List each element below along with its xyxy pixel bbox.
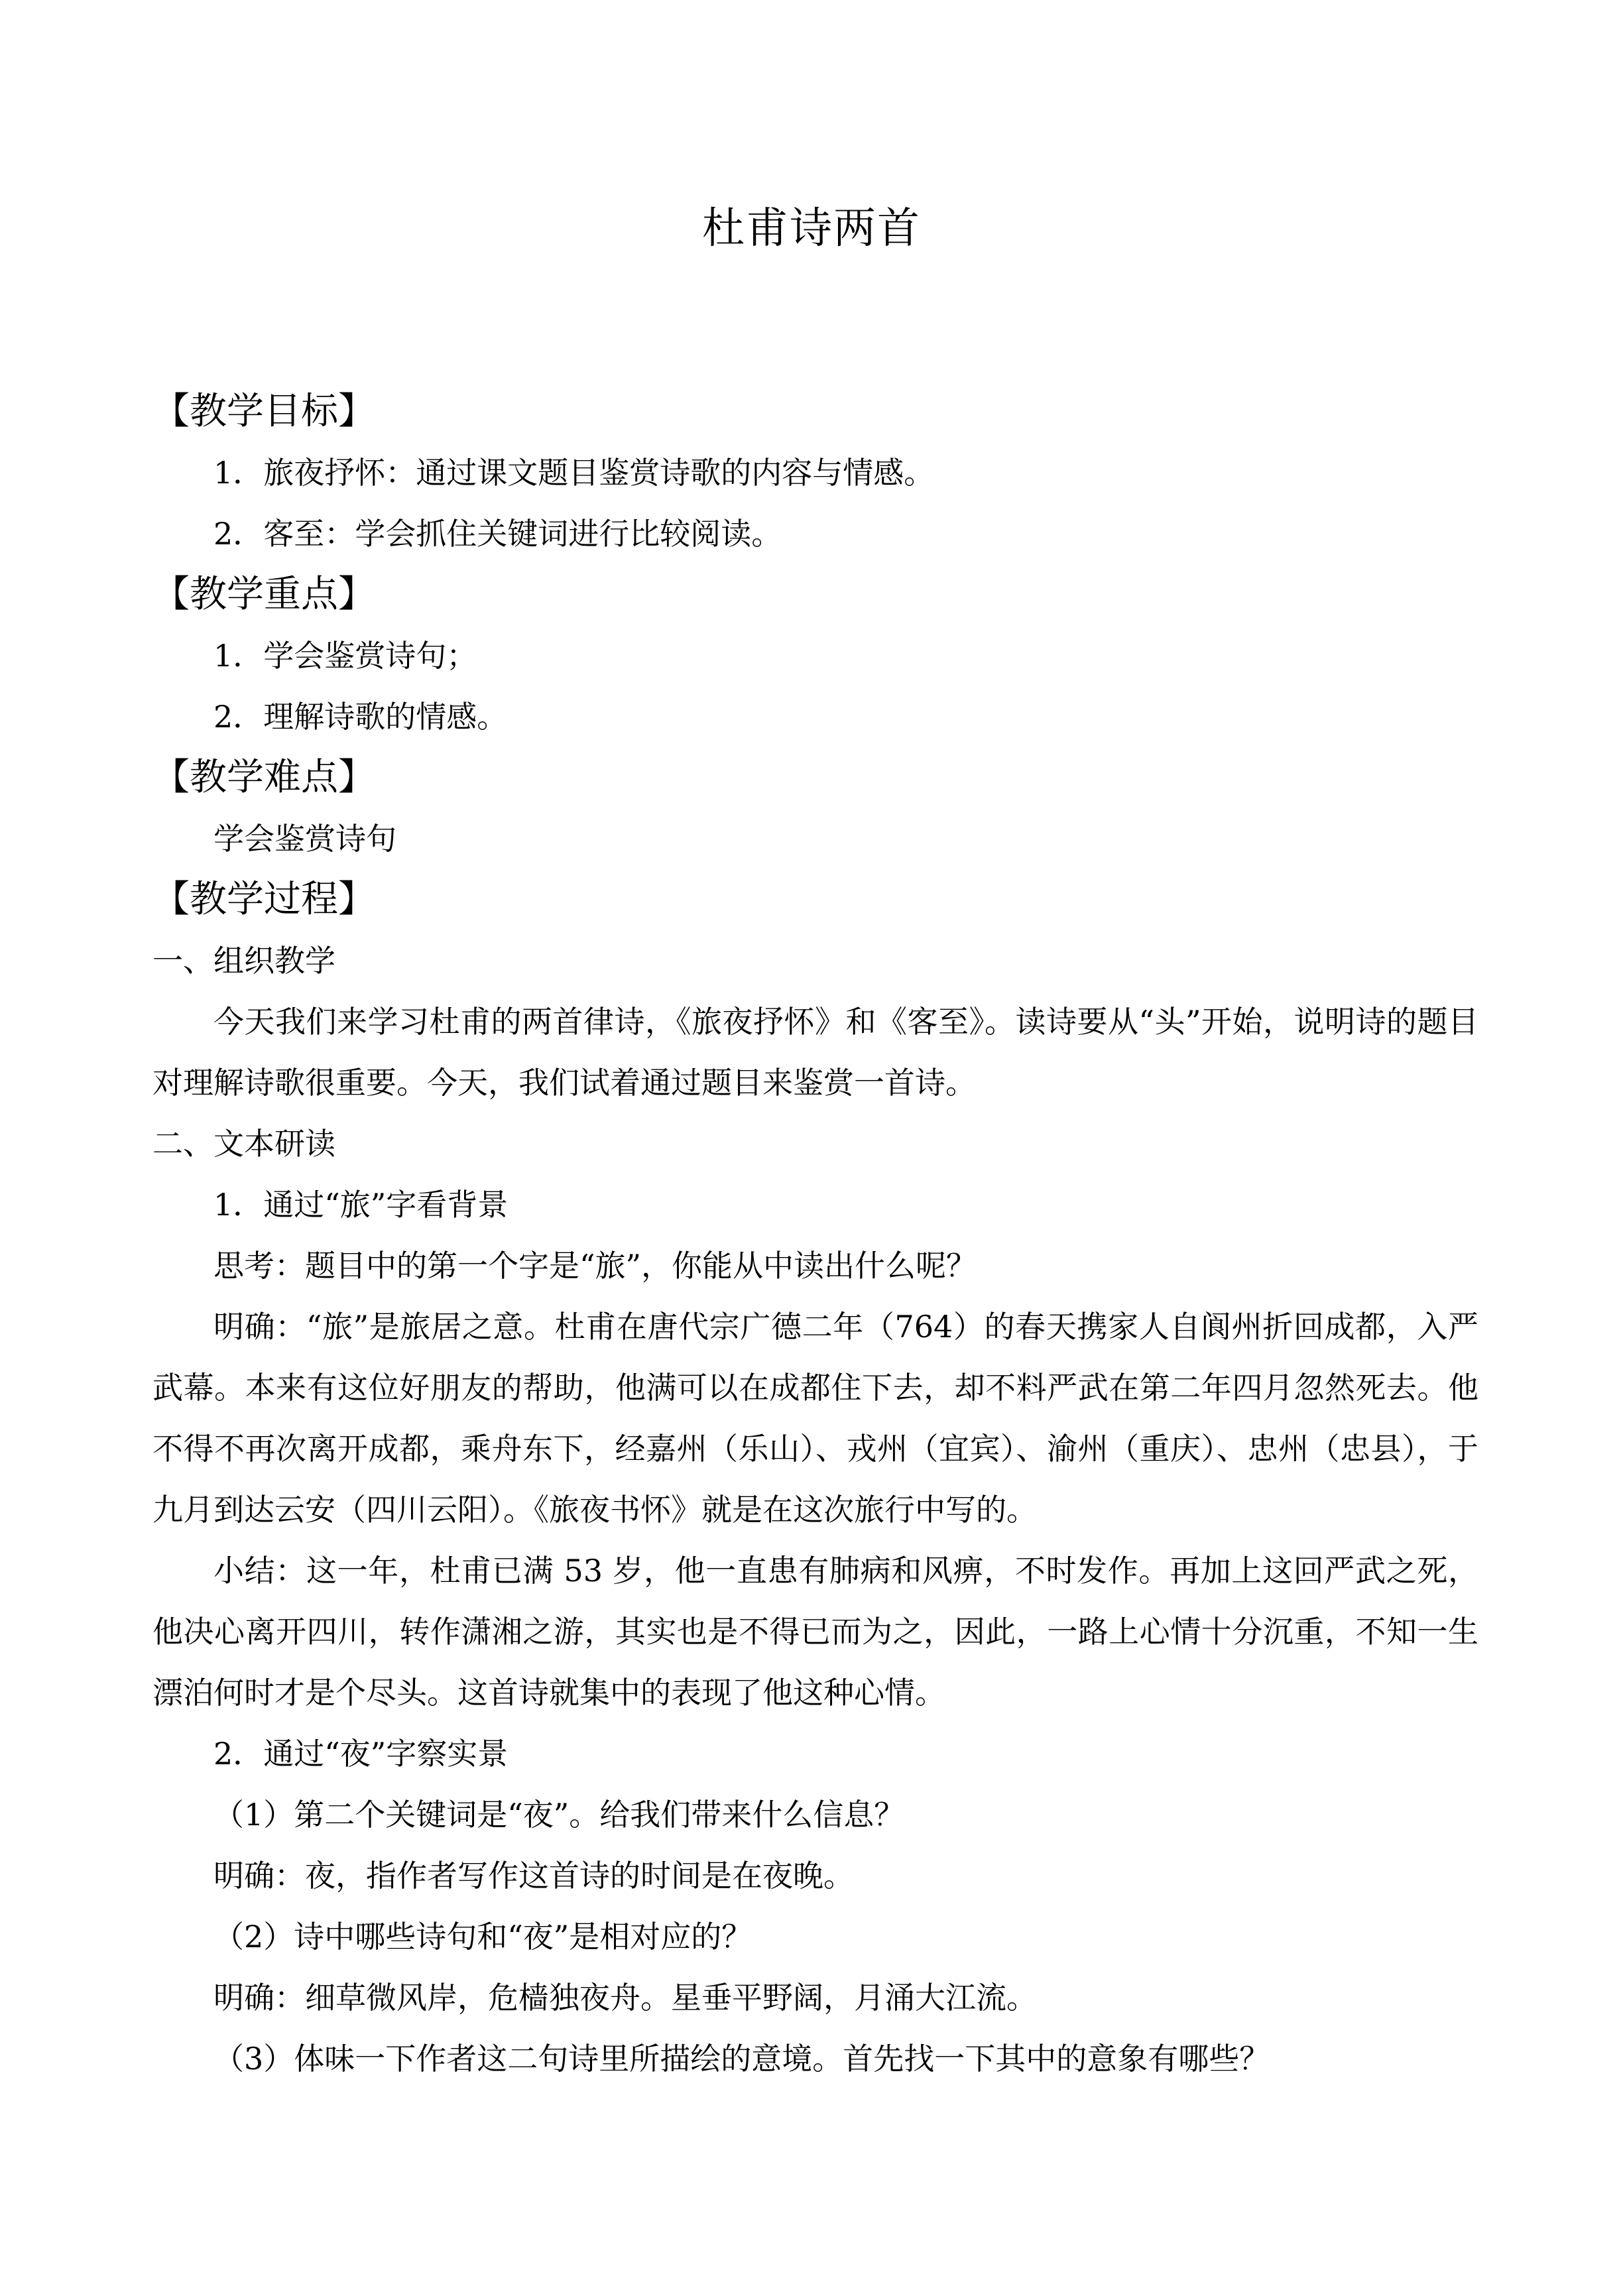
sub2-answer-2: 明确：细草微风岸，危樯独夜舟。星垂平野阔，月涌大江流。 [213,1980,1037,2016]
key-point-item: 1．学会鉴赏诗句； [213,638,477,674]
section-heading-process: 【教学过程】 [152,878,375,921]
sub2-answer-1: 明确：夜，指作者写作这首诗的时间是在夜晚。 [213,1858,854,1894]
process-part1-heading: 一、组织教学 [152,943,335,979]
key-point-item: 2．理解诗歌的情感。 [213,699,508,735]
section-heading-objectives: 【教学目标】 [152,390,375,433]
sub2-question-1: （1）第二个关键词是“夜”。给我们带来什么信息？ [213,1797,905,1833]
document-body [152,381,1478,2089]
sub1-heading: 1．通过“旅”字看背景 [213,1187,509,1223]
difficulty-item: 学会鉴赏诗句 [213,821,396,857]
process-part1-paragraph: 今天我们来学习杜甫的两首律诗，《旅夜抒怀》和《客至》。读诗要从“头”开始，说明诗的题目对理解诗歌很重要。今天，我们试着通过题目来鉴赏一首诗。 [152,1004,1478,1101]
sub1-question: 思考：题目中的第一个字是“旅”，你能从中读出什么呢？ [213,1248,977,1284]
objective-item: 2．客至：学会抓住关键词进行比较阅读。 [213,516,782,552]
sub1-summary: 小结：这一年，杜甫已满 53 岁，他一直患有肺病和风痹，不时发作。再加上这回严武之死，他决心离开四川，转作潇湘之游，其实也是不得已而为之，因此，一路上心情十分沉重，不知一生漂泊何时才是个尽头。这首诗就集中的表现了他这种心情。 [152,1553,1478,1711]
section-heading-key-points: 【教学重点】 [152,573,375,616]
sub1-answer: 明确：“旅”是旅居之意。杜甫在唐代宗广德二年（764）的春天携家人自阆州折回成都，入严武幕。本来有这位好朋友的帮助，他满可以在成都住下去，却不料严武在第二年四月忽然死去。他不得不再次离开成都，乘舟东下，经嘉州（乐山）、戎州（宜宾）、渝州（重庆）、忠州（忠县），于九月到达云安（四川云阳）。《旅夜书怀》就是在这次旅行中写的。 [152,1309,1478,1528]
sub2-question-2: （2）诗中哪些诗句和“夜”是相对应的？ [213,1919,752,1955]
objective-item: 1．旅夜抒怀：通过课文题目鉴赏诗歌的内容与情感。 [213,455,935,491]
document-title: 杜甫诗两首 [702,204,921,253]
sub2-heading: 2．通过“夜”字察实景 [213,1736,509,1772]
process-part2-heading: 二、文本研读 [152,1126,335,1162]
section-heading-difficulties: 【教学难点】 [152,756,375,799]
sub2-question-3: （3）体味一下作者这二句诗里所描绘的意境。首先找一下其中的意象有哪些？ [213,2041,1270,2077]
